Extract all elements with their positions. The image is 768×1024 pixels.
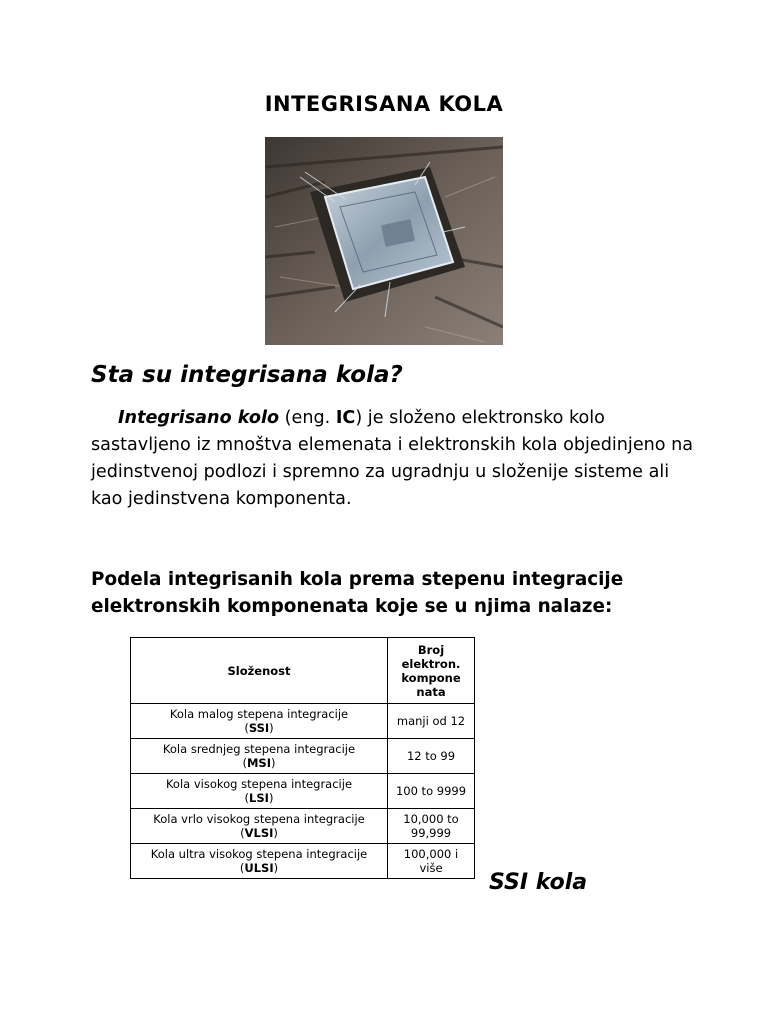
header-complexity: Složenost <box>131 638 388 704</box>
header-component-count: Broj elektron. kompone nata <box>388 638 475 704</box>
definition-abbr: IC <box>335 408 356 428</box>
integration-level-table <box>130 637 475 879</box>
row-complexity: Kola srednjeg stepena integracije (MSI) <box>131 739 388 774</box>
definition-paragraph <box>91 405 701 513</box>
definition-eng-prefix: (eng. <box>279 408 336 428</box>
row-abbr: ULSI <box>244 861 274 875</box>
row-name: Kola vrlo visokog stepena integracije <box>153 812 365 826</box>
row-complexity: Kola malog stepena integracije (SSI) <box>131 704 388 739</box>
row-complexity: Kola visokog stepena integracije (LSI) <box>131 774 388 809</box>
table-header-row <box>131 638 475 704</box>
table-row <box>131 704 475 739</box>
row-name: Kola visokog stepena integracije <box>165 777 353 791</box>
row-abbr: SSI <box>248 721 270 735</box>
row-abbr: LSI <box>249 791 269 805</box>
table-row <box>131 844 475 879</box>
ssi-heading: SSI kola <box>489 870 588 895</box>
table-row <box>131 809 475 844</box>
row-name: Kola malog stepena integracije <box>169 707 349 721</box>
row-name: Kola ultra visokog stepena integracije <box>150 847 368 861</box>
row-count: 10,000 to 99,999 <box>388 809 475 844</box>
row-count: 100,000 i više <box>388 844 475 879</box>
row-count: 100 to 9999 <box>388 774 475 809</box>
definition-term: Integrisano kolo <box>118 408 280 428</box>
page-title: INTEGRISANA KOLA <box>264 92 504 116</box>
row-count: manji od 12 <box>388 704 475 739</box>
classification-heading: Podela integrisanih kola prema stepenu integracije elektronskih komponenata koje se u njima nalaze: <box>91 569 624 617</box>
row-complexity: Kola vrlo visokog stepena integracije (VLSI) <box>131 809 388 844</box>
definition-text: ) je složeno elektronsko kolo sastavljeno iz mnoštva elemenata i elektronskih kola objedinjeno na jedinstvenoj podlozi i spremno za ugradnju u složenije sisteme ali kao jedinstvena komponenta. <box>91 408 694 509</box>
section-heading: Sta su integrisana kola? <box>91 362 403 388</box>
row-name: Kola srednjeg stepena integracije <box>162 742 356 756</box>
table-row <box>131 739 475 774</box>
table-row <box>131 774 475 809</box>
row-abbr: MSI <box>246 756 271 770</box>
row-complexity: Kola ultra visokog stepena integracije (ULSI) <box>131 844 388 879</box>
row-count: 12 to 99 <box>388 739 475 774</box>
row-abbr: VLSI <box>244 826 274 840</box>
integrated-circuit-photo <box>265 137 503 345</box>
